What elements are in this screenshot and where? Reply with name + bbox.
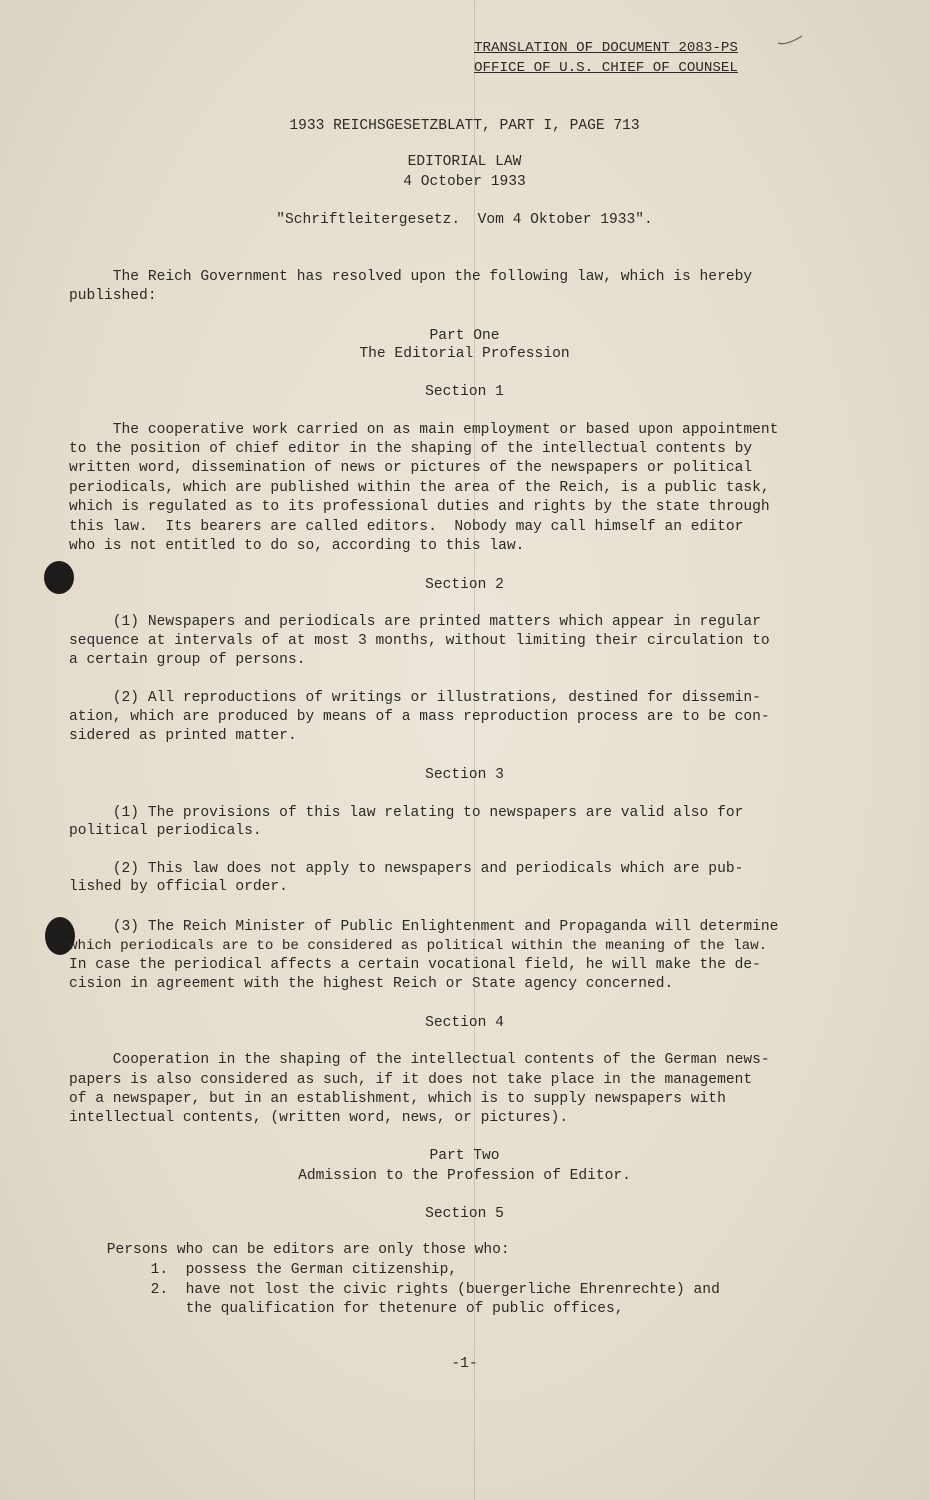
part-one-subheading: The Editorial Profession <box>359 346 570 362</box>
german-title: "Schriftleitergesetz. Vom 4 Oktober 1933". <box>276 212 653 228</box>
text-line: ation, which are produced by means of a mass reproduction process are to be con- <box>69 709 770 725</box>
law-title: EDITORIAL LAW <box>407 154 522 170</box>
section-4-heading: Section 4 <box>425 1015 504 1031</box>
part-two-heading: Part Two <box>429 1148 500 1164</box>
part-two-subheading: Admission to the Profession of Editor. <box>298 1168 631 1184</box>
translation-header: TRANSLATION OF DOCUMENT 2083-PS <box>474 40 738 56</box>
text-line: of a newspaper, but in an establishment, which is to supply newspapers with <box>69 1091 726 1107</box>
text-line: cision in agreement with the highest Reich or State agency concerned. <box>69 976 674 992</box>
text-line: who is not entitled to do so, according to this law. <box>69 538 525 554</box>
text-line: lished by official order. <box>69 879 288 895</box>
text-line: Persons who can be editors are only those who: <box>63 1242 510 1258</box>
checkmark-annotation <box>776 34 804 48</box>
text-line: intellectual contents, (written word, news, or pictures). <box>69 1110 569 1126</box>
section-2-heading: Section 2 <box>425 577 504 593</box>
text-line: (2) This law does not apply to newspapers and periodicals which are pub- <box>69 861 744 877</box>
text-line: published: <box>69 288 157 304</box>
text-line: papers is also considered as such, if it does not take place in the management <box>69 1072 753 1088</box>
text-line: which periodicals are to be considered as political within the meaning of the law. <box>69 938 768 954</box>
text-line: (2) All reproductions of writings or illustrations, destined for dissemin- <box>69 690 761 706</box>
list-item: 2. have not lost the civic rights (buergerliche Ehrenrechte) and <box>63 1282 720 1298</box>
source-citation: 1933 REICHSGESETZBLATT, PART I, PAGE 713 <box>289 118 640 134</box>
text-line: In case the periodical affects a certain vocational field, he will make the de- <box>69 957 761 973</box>
list-item: 1. possess the German citizenship, <box>63 1262 458 1278</box>
text-line: The cooperative work carried on as main employment or based upon appointment <box>69 422 779 438</box>
page-number: -1- <box>451 1356 478 1372</box>
text-line: Cooperation in the shaping of the intellectual contents of the German news- <box>69 1052 770 1068</box>
section-1-heading: Section 1 <box>425 384 504 400</box>
text-line: (1) The provisions of this law relating to newspapers are valid also for <box>69 805 744 821</box>
office-header: OFFICE OF U.S. CHIEF OF COUNSEL <box>474 60 738 76</box>
text-line: this law. Its bearers are called editors. Nobody may call himself an editor <box>69 519 744 535</box>
text-line: written word, dissemination of news or pictures of the newspapers or political <box>69 460 753 476</box>
text-line: periodicals, which are published within the area of the Reich, is a public task, <box>69 480 770 496</box>
text-line: to the position of chief editor in the shaping of the intellectual contents by <box>69 441 753 457</box>
text-line: The Reich Government has resolved upon the following law, which is hereby <box>69 269 753 285</box>
text-line: sidered as printed matter. <box>69 728 297 744</box>
text-line: (3) The Reich Minister of Public Enlightenment and Propaganda will determine <box>69 919 779 935</box>
text-line: sequence at intervals of at most 3 months, without limiting their circulation to <box>69 633 770 649</box>
section-5-heading: Section 5 <box>425 1206 504 1222</box>
text-line: political periodicals. <box>69 823 262 839</box>
text-line: a certain group of persons. <box>69 652 306 668</box>
text-line: (1) Newspapers and periodicals are printed matters which appear in regular <box>69 614 761 630</box>
law-date: 4 October 1933 <box>403 174 526 190</box>
text-line: which is regulated as to its professional duties and rights by the state through <box>69 499 770 515</box>
text-line: the qualification for thetenure of public offices, <box>63 1301 624 1317</box>
part-one-heading: Part One <box>429 328 500 344</box>
section-3-heading: Section 3 <box>425 767 504 783</box>
